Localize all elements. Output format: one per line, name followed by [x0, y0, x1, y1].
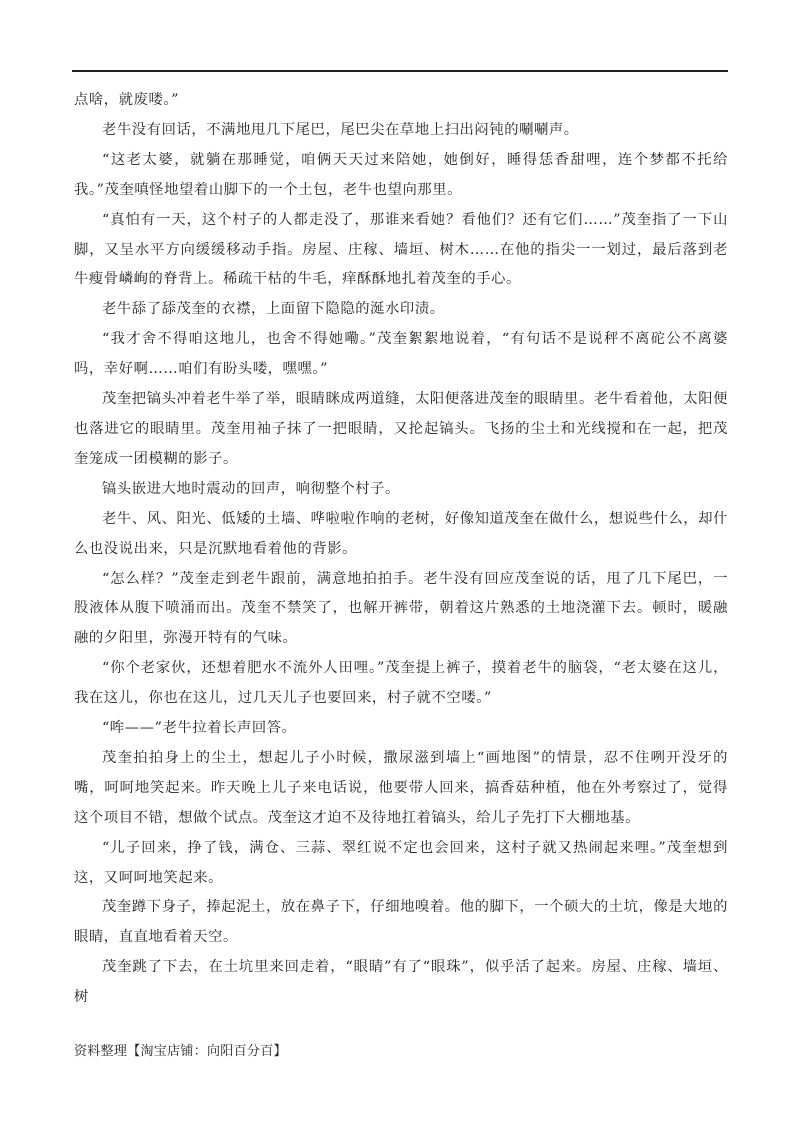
paragraph: 老牛、风、阳光、低矮的土墙、哗啦啦作响的老树，好像知道茂奎在做什么，想说些什么，却什么也没说出来，只是沉默地看着他的背影。: [74, 510, 728, 557]
footer-source-note: 资料整理【淘宝店铺：向阳百分百】: [74, 1044, 287, 1059]
paragraph: “怎么样？”茂奎走到老牛跟前，满意地拍拍手。老牛没有回应茂奎说的话，甩了几下尾巴，一股液体从腹下喷涌而出。茂奎不禁笑了，也解开裤带，朝着这片熟悉的土地浇灌下去。顿时，暖融融的夕阳里，弥漫开特有的气味。: [74, 570, 728, 647]
paragraph: 老牛没有回话，不满地甩几下尾巴，尾巴尖在草地上扫出闷钝的唰唰声。: [102, 121, 579, 138]
paragraph: 茂奎蹲下身子，捧起泥土，放在鼻子下，仔细地嗅着。他的脚下，一个硕大的土坑，像是大地的眼睛，直直地看着天空。: [74, 899, 728, 946]
paragraph: “这老太婆，就躺在那睡觉，咱俩天天过来陪她，她倒好，睡得恁香甜哩，连个梦都不托给我。”茂奎嗔怪地望着山脚下的一个土包，老牛也望向那里。: [74, 151, 728, 198]
paragraph: “哞——”老牛拉着长声回答。: [102, 720, 297, 737]
paragraph: “我才舍不得咱这地儿，也舍不得她嘞。”茂奎絮絮地说着，“有句话不是说秤不离砣公不离婆吗，幸好啊……咱们有盼头喽，嘿嘿。”: [74, 331, 728, 378]
paragraph: “你个老家伙，还想着肥水不流外人田哩。”茂奎提上裤子，摸着老牛的脑袋，“老太婆在这儿，我在这儿，你也在这儿，过几天儿子也要回来，村子就不空喽。”: [74, 660, 728, 707]
paragraph: 镐头嵌进大地时震动的回声，响彻整个村子。: [102, 480, 400, 497]
paragraph: 茂奎跳了下去，在土坑里来回走着，“眼睛”有了“眼珠”，似乎活了起来。房屋、庄稼、墙垣、树: [74, 959, 728, 1006]
paragraph: 茂奎拍拍身上的尘土，想起儿子小时候，撒尿滋到墙上“画地图”的情景，忍不住咧开没牙的嘴，呵呵地笑起来。昨天晚上儿子来电话说，他要带人回来，搞香菇种植，他在外考察过了，觉得这个项目不错，想做个试点。茂奎这才迫不及待地扛着镐头，给儿子先打下大棚地基。: [74, 749, 728, 826]
header-rule: [72, 70, 728, 72]
body-text: [74, 86, 728, 1013]
paragraph: 点啥，就废喽。”: [74, 92, 180, 108]
paragraph: 茂奎把镐头冲着老牛举了举，眼睛眯成两道缝，太阳便落进茂奎的眼睛里。老牛看着他，太阳便也落进它的眼睛里。茂奎用袖子抹了一把眼睛，又抡起镐头。飞扬的尘土和光线搅和在一起，把茂奎笼成一团模糊的影子。: [74, 391, 728, 467]
paragraph: “真怕有一天，这个村子的人都走没了，那谁来看她？看他们？还有它们……”茂奎指了一下山脚，又呈水平方向缓缓移动手指。房屋、庄稼、墙垣、树木……在他的指尖一一划过，最后落到老牛瘦骨嶙峋的脊背上。稀疏干枯的牛毛，痒酥酥地扎着茂奎的手心。: [74, 211, 728, 288]
paragraph: “儿子回来，挣了钱，满仓、三蒜、翠红说不定也会回来，这村子就又热闹起来哩。”茂奎想到这，又呵呵地笑起来。: [74, 839, 728, 886]
paragraph: 老牛舔了舔茂奎的衣襟，上面留下隐隐的涎水印渍。: [102, 301, 445, 318]
